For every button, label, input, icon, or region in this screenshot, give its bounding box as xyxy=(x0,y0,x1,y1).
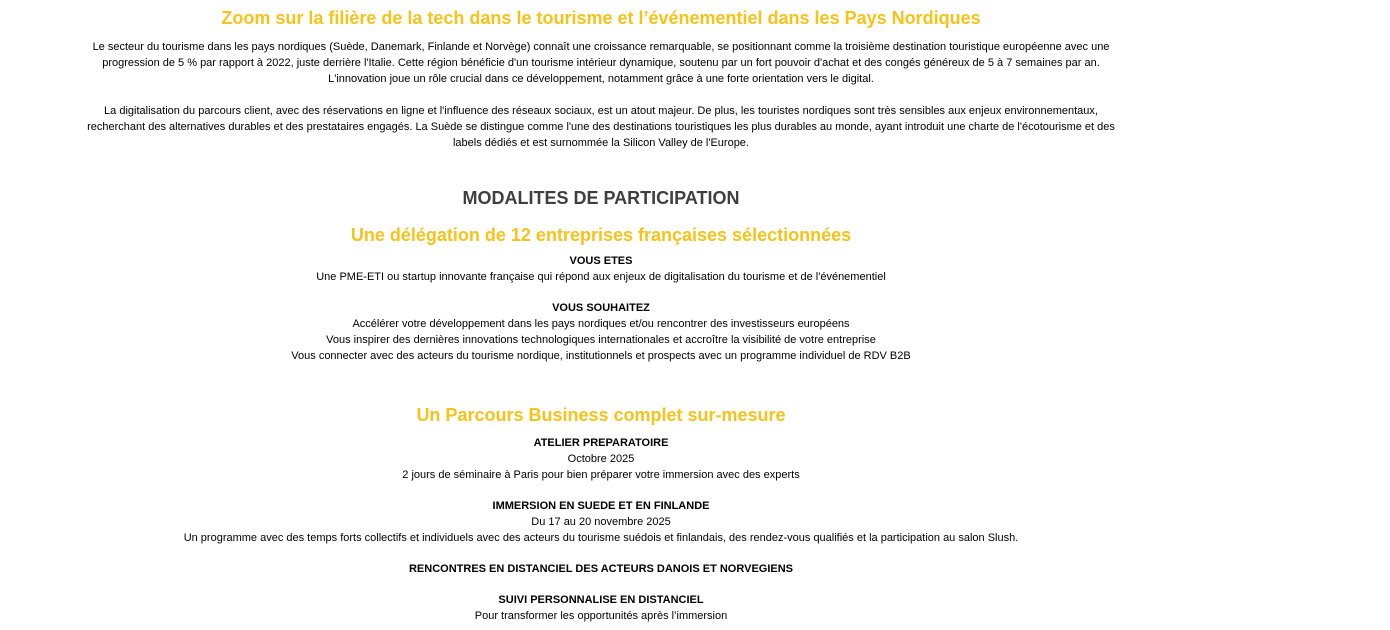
rencontres-block xyxy=(81,561,1121,577)
page-title: Zoom sur la filière de la tech dans le tourisme et l’événementiel dans les Pays Nordiques xyxy=(221,8,981,28)
vous-souhaitez-line-2: Vous inspirer des dernières innovations technologiques internationales et accroître la visibilité de votre entreprise xyxy=(326,334,876,346)
section-title-modalites: MODALITES DE PARTICIPATION xyxy=(462,188,740,208)
parcours-title: Un Parcours Business complet sur-mesure xyxy=(416,405,786,425)
immersion-label: IMMERSION EN SUEDE ET EN FINLANDE xyxy=(492,500,710,512)
suivi-description: Pour transformer les opportunités après l’immersion xyxy=(474,610,728,622)
immersion-block xyxy=(81,498,1121,546)
delegation-title: Une délégation de 12 entreprises françaises sélectionnées xyxy=(350,225,852,245)
rencontres-label: RENCONTRES EN DISTANCIEL DES ACTEURS DANOIS ET NORVEGIENS xyxy=(408,563,794,575)
intro-paragraph-1: Le secteur du tourisme dans les pays nordiques (Suède, Danemark, Finlande et Norvège) connaît une croissance remarquable, se positionnant comme la troisième destination touristique européenne avec une progression de 5 % par rapport à 2022, juste derrière l'Italie. Cette région bénéficie d'un tourisme intérieur dynamique, soutenu par un fort pouvoir d'achat et des congés généreux de 5 à 7 semaines par an. L'innovation joue un rôle crucial dans ce développement, notamment grâce à une forte orientation vers le digital. xyxy=(92,41,1110,85)
vous-souhaitez-label: VOUS SOUHAITEZ xyxy=(552,302,650,314)
atelier-date: Octobre 2025 xyxy=(567,453,635,465)
vous-souhaitez-line-1: Accélérer votre développement dans les pays nordiques et/ou rencontrer des investisseurs européens xyxy=(352,318,850,330)
suivi-block xyxy=(81,592,1121,624)
vous-souhaitez-line-3: Vous connecter avec des acteurs du tourisme nordique, institutionnels et prospects avec un programme individuel de RDV B2B xyxy=(291,350,911,362)
immersion-date: Du 17 au 20 novembre 2025 xyxy=(531,516,671,528)
intro-paragraph-2: La digitalisation du parcours client, avec des réservations en ligne et l'influence des réseaux sociaux, est un atout majeur. De plus, les touristes nordiques sont très sensibles aux enjeux environnementaux, recherchant des alternatives durables et des prestataires engagés. La Suède se distingue comme l'une des destinations touristiques les plus durables au monde, ayant introduit une charte de l'écotourisme et des labels dédiés et est surnommée la Silicon Valley de l'Europe. xyxy=(87,105,1115,149)
atelier-label: ATELIER PREPARATOIRE xyxy=(533,437,669,449)
vous-etes-block xyxy=(81,253,1121,285)
vous-etes-label: VOUS ETES xyxy=(569,255,633,267)
atelier-description: 2 jours de séminaire à Paris pour bien préparer votre immersion avec des experts xyxy=(402,469,800,481)
suivi-label: SUIVI PERSONNALISE EN DISTANCIEL xyxy=(498,594,704,606)
immersion-description: Un programme avec des temps forts collectifs et individuels avec des acteurs du tourisme suédois et finlandais, des rendez-vous qualifiés et la participation au salon Slush. xyxy=(183,532,1019,544)
vous-souhaitez-block xyxy=(81,300,1121,364)
atelier-block xyxy=(81,435,1121,483)
vous-etes-line: Une PME-ETI ou startup innovante française qui répond aux enjeux de digitalisation du tourisme et de l'événementiel xyxy=(316,271,886,283)
page-content xyxy=(81,0,1121,624)
